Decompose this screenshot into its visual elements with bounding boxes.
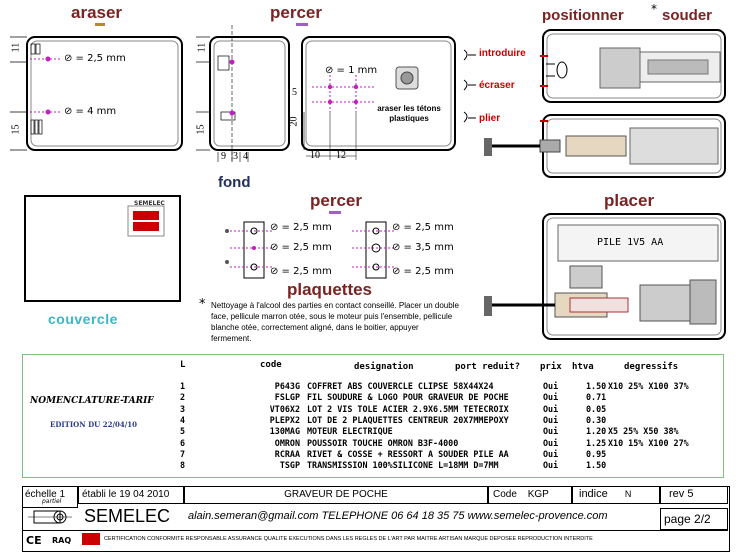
page-number: page 2/2 bbox=[664, 512, 711, 526]
row-designation: FIL SOUDURE & LOGO POUR GRAVEUR DE POCHE bbox=[307, 392, 509, 403]
row-designation: LOT 2 VIS TOLE ACIER 2.9X6.5MM TETECROIX bbox=[307, 403, 509, 414]
title-couvercle: couvercle bbox=[48, 311, 118, 327]
row-htva: 0.05 bbox=[586, 403, 607, 414]
code-label: Code bbox=[493, 489, 517, 500]
araser-tetons-label: araser les tétons plastiques bbox=[377, 104, 441, 123]
row-number: 1 bbox=[180, 381, 186, 391]
semelec-brand: SEMELEC bbox=[84, 506, 171, 526]
dim-9: 9 bbox=[221, 151, 226, 162]
col-l: L bbox=[180, 360, 186, 370]
cell-rev bbox=[660, 486, 728, 504]
ce-mark: CE bbox=[26, 534, 42, 547]
col-degressifs: degressifs bbox=[624, 362, 679, 372]
plaquette-hole-r2: ⊘ = 3,5 mm bbox=[392, 242, 454, 253]
side-panel bbox=[196, 25, 289, 162]
note-star: * bbox=[199, 297, 206, 312]
row-htva: 0.71 bbox=[586, 392, 607, 403]
etabli-date: établi le 19 04 2010 bbox=[82, 489, 170, 500]
araser-underline bbox=[95, 23, 105, 26]
title-fond: fond bbox=[218, 174, 251, 191]
hole-label-4: ⊘ = 4 mm bbox=[64, 106, 117, 117]
row-code: RCRAA bbox=[274, 448, 300, 459]
col-htva: htva bbox=[572, 362, 594, 372]
row-htva: 1.25 bbox=[586, 437, 607, 448]
row-port: Oui bbox=[543, 448, 559, 459]
assembly-top bbox=[543, 30, 725, 102]
document-title: GRAVEUR DE POCHE bbox=[284, 489, 388, 500]
row-code: FSLGP bbox=[274, 392, 300, 403]
hole-marker bbox=[46, 57, 51, 62]
pile-label: PILE 1V5 AA bbox=[597, 237, 664, 248]
edition-date: EDITION DU 22/04/10 bbox=[50, 420, 138, 429]
step-ecraser: écraser bbox=[479, 80, 515, 91]
title-araser: araser bbox=[71, 3, 123, 22]
dim-side-15: 15 bbox=[195, 124, 207, 135]
row-number: 6 bbox=[180, 437, 186, 448]
code-value: KGP bbox=[527, 489, 549, 500]
percer-panel bbox=[302, 37, 455, 160]
plaquette-hole-l1: ⊘ = 2,5 mm bbox=[270, 222, 332, 233]
plaquette-hole-r3: ⊘ = 2,5 mm bbox=[392, 266, 454, 277]
nomenclature-title: NOMENCLATURE-TARIF bbox=[30, 396, 154, 406]
title-positionner: positionner bbox=[542, 7, 624, 24]
row-number: 7 bbox=[180, 448, 186, 459]
cell-code bbox=[488, 486, 572, 504]
dim-20: 20 bbox=[288, 116, 300, 127]
plaquette-hole-r1: ⊘ = 2,5 mm bbox=[392, 222, 454, 233]
plaquette-hole-l3: ⊘ = 2,5 mm bbox=[270, 266, 332, 277]
row-designation: COFFRET ABS COUVERCLE CLIPSE 58X44X24 bbox=[307, 381, 494, 391]
hole-label-1: ⊘ = 1 mm bbox=[325, 65, 378, 76]
row-number: 3 bbox=[180, 403, 186, 414]
semelec-logo-icon bbox=[82, 533, 100, 545]
assembly-note: Nettoyage à l'alcool des parties en contact conseillé. Placer un double face, pellicule marron otée, sous le moteur puis l'ensemble, pellicule blanche otée, correctement aligné, dans le boitier, appuyer fermement. bbox=[211, 301, 459, 343]
percer-underline bbox=[296, 23, 308, 26]
certification-line: CERTIFICATION CONFORMITE RESPONSABLE ASSURANCE QUALITE EXECUTIONS DANS LES REGLES DE L'ART PAR MAITRE ARTISAN MARQUE DEPOSEE REPRODUCTION INTERDITE bbox=[104, 536, 593, 542]
assembly-bottom bbox=[484, 214, 725, 339]
assembly-middle bbox=[484, 115, 725, 177]
title-souder: souder bbox=[662, 7, 713, 24]
row-designation: RIVET & COSSE + RESSORT A SOUDER PILE AA bbox=[307, 448, 509, 459]
row-code: 130MAG bbox=[269, 426, 300, 437]
row-code: OMRON bbox=[274, 437, 300, 448]
col-designation: designation bbox=[354, 362, 414, 372]
cell-page bbox=[660, 508, 728, 530]
row-htva: 0.30 bbox=[586, 414, 607, 425]
cell-etabli bbox=[78, 486, 184, 504]
row-degressifs: X10 15% X100 27% bbox=[608, 437, 689, 448]
col-code: code bbox=[260, 360, 282, 370]
percer2-underline bbox=[329, 211, 341, 214]
row-number: 8 bbox=[180, 460, 186, 471]
row-degressifs: X5 25% X50 38% bbox=[608, 426, 679, 437]
dim-15: 15 bbox=[10, 124, 22, 135]
step-introduire: introduire bbox=[479, 48, 526, 59]
row-htva: 1.20 bbox=[586, 426, 607, 437]
title-percer-2: percer bbox=[310, 191, 362, 210]
partiel: partiel bbox=[42, 498, 62, 505]
row-designation: MOTEUR ELECTRIQUE bbox=[307, 426, 393, 437]
row-code: TSGP bbox=[279, 460, 300, 471]
row-port: Oui bbox=[543, 460, 559, 471]
row-designation: POUSSOIR TOUCHE OMRON B3F-4000 bbox=[307, 437, 459, 448]
row-number: 2 bbox=[180, 392, 186, 403]
contact-line: alain.semeran@gmail.com TELEPHONE 06 64 18 35 75 www.semelec-provence.com bbox=[188, 510, 608, 522]
cell-indice bbox=[572, 486, 660, 504]
row-port: Oui bbox=[543, 403, 559, 414]
revision: rev 5 bbox=[669, 488, 694, 500]
raq-mark: RAQ bbox=[52, 536, 72, 545]
row-htva: 1.50 bbox=[586, 381, 607, 391]
fond-panel bbox=[25, 196, 180, 301]
row-code: PLEPX2 bbox=[269, 414, 300, 425]
row-port: Oui bbox=[543, 437, 559, 448]
row-designation: TRANSMISSION 100%SILICONE L=18MM D=7MM bbox=[307, 460, 499, 471]
plaquette-hole-l2: ⊘ = 2,5 mm bbox=[270, 242, 332, 253]
dim-5: 5 bbox=[292, 87, 297, 98]
row-port: Oui bbox=[543, 426, 559, 437]
title-placer: placer bbox=[604, 191, 655, 210]
title-percer: percer bbox=[270, 3, 322, 22]
dim-10: 10 bbox=[310, 150, 320, 161]
dim-12: 12 bbox=[336, 150, 346, 161]
row-number: 5 bbox=[180, 426, 186, 437]
dim-side-11: 11 bbox=[196, 42, 208, 53]
cartouche-divider bbox=[22, 530, 728, 531]
hole-label-25: ⊘ = 2,5 mm bbox=[64, 53, 126, 64]
indice-label: indice bbox=[579, 488, 608, 500]
cell-titre bbox=[184, 486, 488, 504]
row-number: 4 bbox=[180, 414, 186, 425]
step-plier: plier bbox=[479, 113, 501, 124]
echelle: échelle 1 bbox=[25, 489, 66, 500]
row-designation: LOT DE 2 PLAQUETTES CENTREUR 20X7MMEPOXY bbox=[307, 414, 509, 425]
dim-11: 11 bbox=[10, 42, 22, 53]
col-port: port reduit? bbox=[455, 362, 521, 372]
title-plaquettes: plaquettes bbox=[287, 280, 373, 299]
hole-marker bbox=[46, 110, 51, 115]
row-htva: 1.50 bbox=[586, 460, 607, 471]
col-prix: prix bbox=[540, 362, 562, 372]
dim-4: 4 bbox=[243, 151, 248, 162]
dim-3: 3 bbox=[233, 151, 238, 162]
row-code: P643G bbox=[274, 381, 300, 391]
row-htva: 0.95 bbox=[586, 448, 607, 459]
row-degressifs: X10 25% X100 37% bbox=[608, 381, 689, 391]
row-port: Oui bbox=[543, 414, 559, 425]
row-port: Oui bbox=[543, 381, 559, 391]
title-star: * bbox=[651, 2, 657, 16]
indice-value: N bbox=[624, 489, 632, 499]
row-port: Oui bbox=[543, 392, 559, 403]
logo-semelec: SEMELEC bbox=[134, 200, 165, 207]
row-code: VT06X2 bbox=[269, 403, 300, 414]
